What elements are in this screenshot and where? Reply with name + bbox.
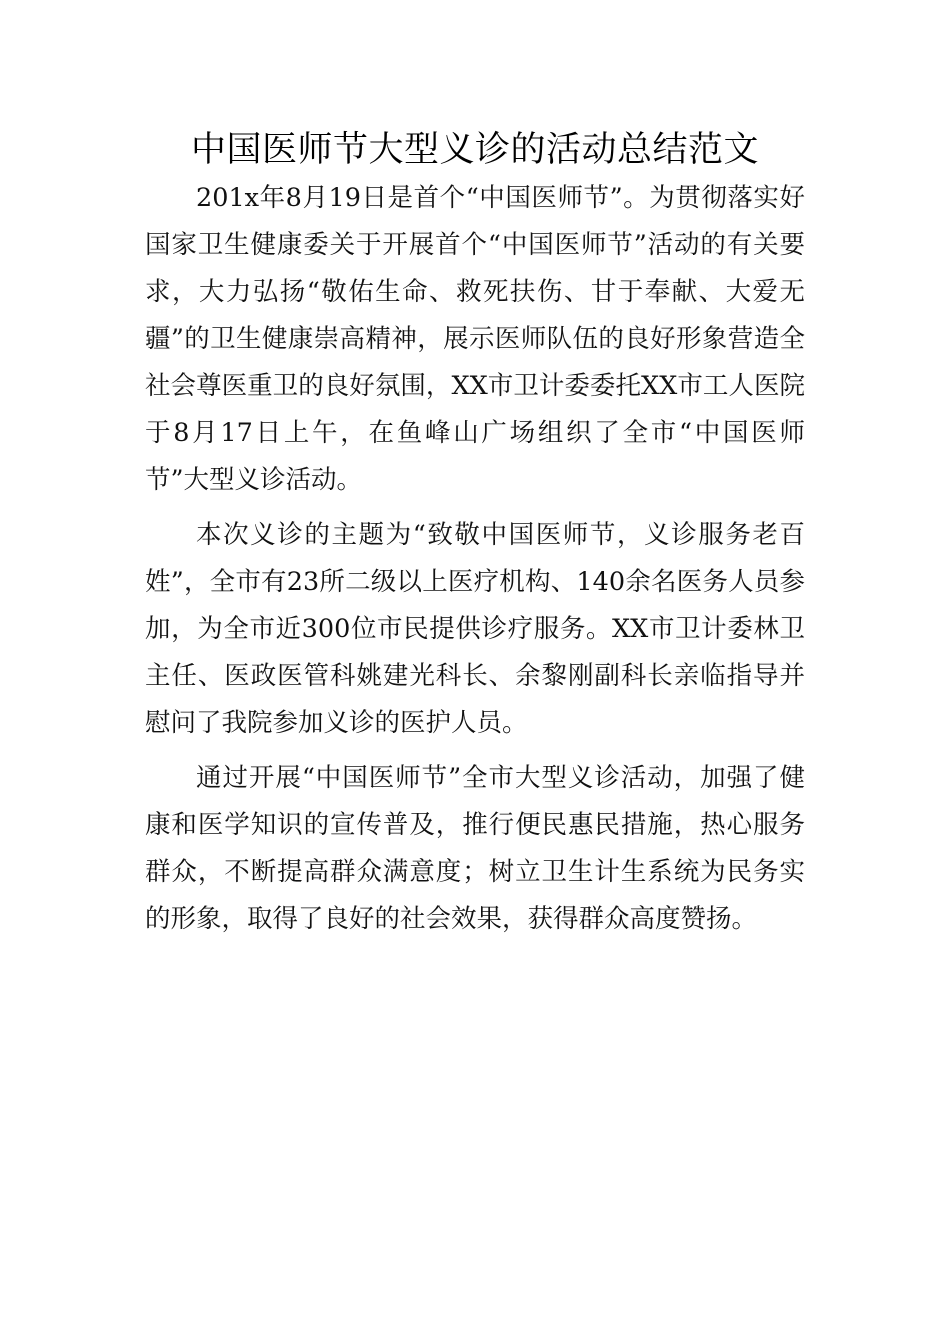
paragraph-1: 201x年8月19日是首个“中国医师节”。为贯彻落实好国家卫生健康委关于开展首个“中国医师节”活动的有关要求，大力弘扬“敬佑生命、救死扶伤、甘于奉献、大爱无疆”的卫生健康崇高精神，展示医师队伍的良好形象营造全社会尊医重卫的良好氛围，XX市卫计委委托XX市工人医院于8月17日上午，在鱼峰山广场组织了全市“中国医师节”大型义诊活动。: [145, 183, 805, 495]
document-title: 中国医师节大型义诊的活动总结范文: [190, 130, 759, 170]
paragraph-3: 通过开展“中国医师节”全市大型义诊活动，加强了健康和医学知识的宣传普及，推行便民惠民措施，热心服务群众，不断提高群众满意度；树立卫生计生系统为民务实的形象，取得了良好的社会效果，获得群众高度赞扬。: [145, 763, 805, 934]
paragraph-2: 本次义诊的主题为“致敬中国医师节，义诊服务老百姓”，全市有23所二级以上医疗机构、140余名医务人员参加，为全市近300位市民提供诊疗服务。XX市卫计委林卫主任、医政医管科姚建光科长、余黎刚副科长亲临指导并慰问了我院参加义诊的医护人员。: [145, 520, 805, 738]
document-body: [145, 175, 805, 951]
